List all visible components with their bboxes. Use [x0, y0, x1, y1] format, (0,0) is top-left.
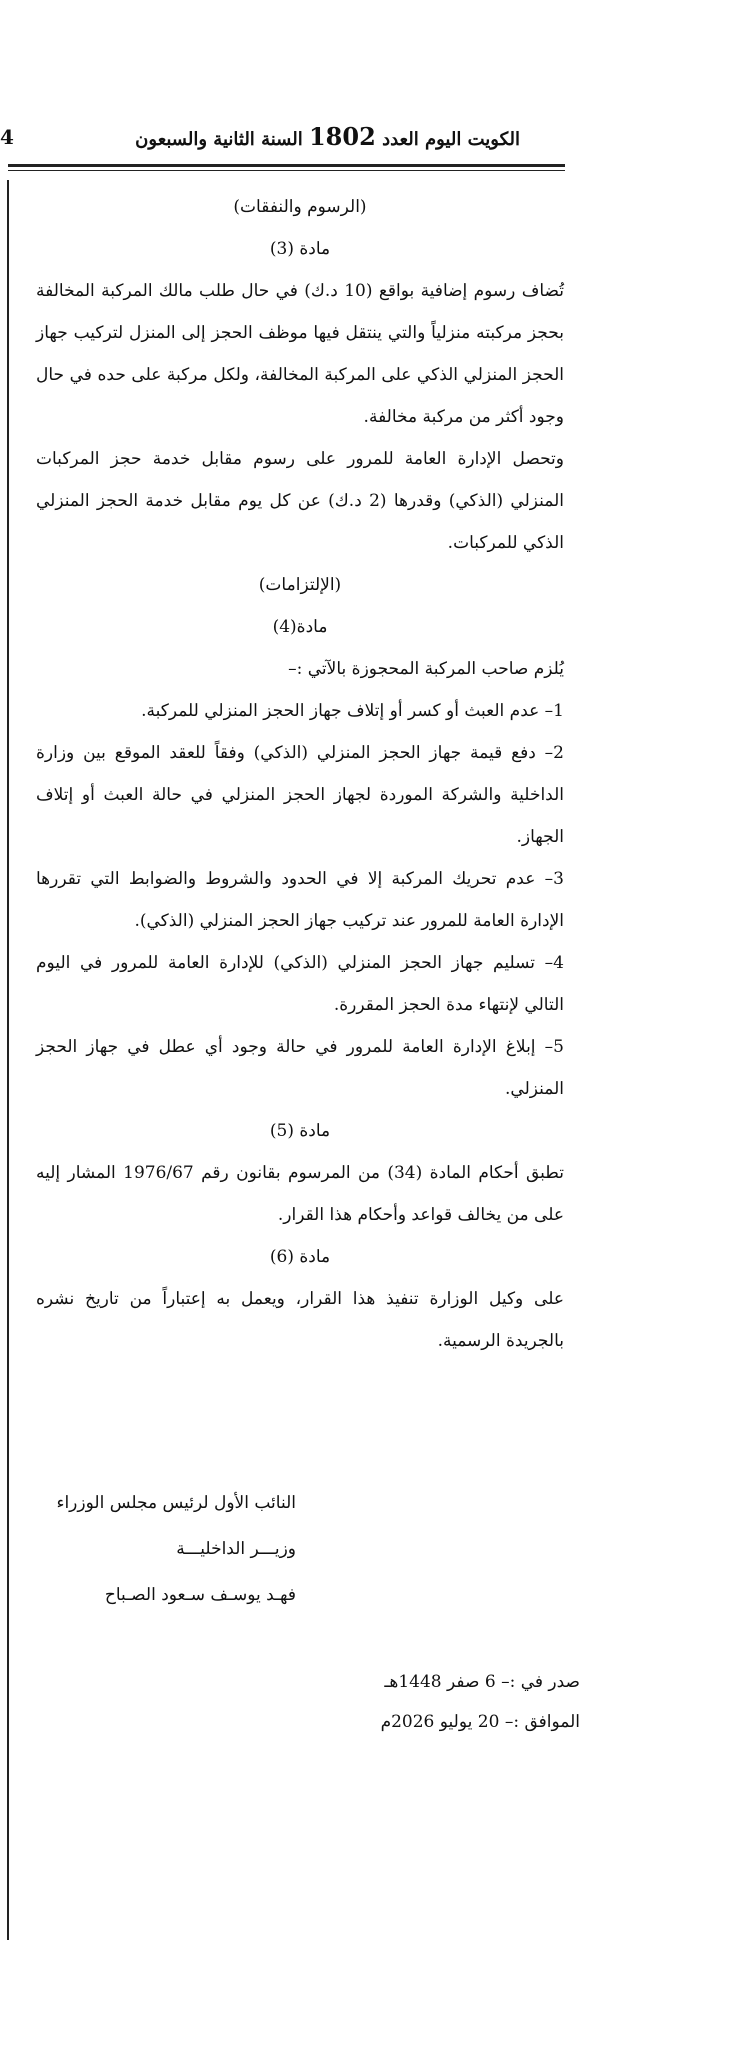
body-paragraph: 2– دفع قيمة جهاز الحجز المنزلي (الذكي) وفقاً للعقد الموقع بين وزارة الداخلية والشركة الموردة لجهاز الحجز المنزلي في حالة العبث أو إتلاف الجهاز. [36, 743, 564, 847]
section-heading: مادة (3) [269, 239, 331, 259]
column-rule [7, 180, 9, 1940]
body-paragraph: 5– إبلاغ الإدارة العامة للمرور في حالة وجود أي عطل في جهاز الحجز المنزلي. [36, 1037, 564, 1099]
section-heading: (الإلتزامات) [258, 575, 342, 595]
body-paragraph: وتحصل الإدارة العامة للمرور على رسوم مقابل خدمة حجز المركبات المنزلي (الذكي) وقدرها (2 د.ك) عن كل يوم مقابل خدمة الحجز المنزلي الذكي للمركبات. [36, 449, 564, 553]
page-number: 4 [0, 125, 14, 149]
section-heading: مادة(4) [272, 617, 328, 637]
body-paragraph: تطبق أحكام المادة (34) من المرسوم بقانون رقم 1976/67 المشار إليه على من يخالف قواعد وأحكام هذا القرار. [36, 1163, 564, 1225]
body-paragraph: على وكيل الوزارة تنفيذ هذا القرار، ويعمل به إعتباراً من تاريخ نشره بالجريدة الرسمية. [36, 1289, 564, 1351]
section-heading: (الرسوم والنفقات) [233, 197, 367, 217]
header-newspaper-title: الكويت اليوم العدد [382, 129, 520, 150]
header-issue-number: 1802 [308, 122, 376, 151]
body-paragraph: 4– تسليم جهاز الحجز المنزلي (الذكي) للإدارة العامة للمرور في اليوم التالي لإنتهاء مدة الحجز المقررة. [36, 953, 564, 1015]
body-paragraph: 3– عدم تحريك المركبة إلا في الحدود والشروط والضوابط التي تقررها الإدارة العامة للمرور عند تركيب جهاز الحجز المنزلي (الذكي). [36, 869, 564, 931]
signatory-ministry: وزيـــر الداخليـــة [176, 1539, 296, 1559]
signatory-name: فهـد يوسـف سـعود الصـباح [104, 1585, 296, 1605]
header-rule-thick [8, 164, 565, 167]
header-year: السنة الثانية والسبعون [135, 129, 303, 150]
hijri-date: صدر في :– 6 صفر 1448هـ [384, 1672, 580, 1692]
body-paragraph: يُلزم صاحب المركبة المحجوزة بالآتي :– [288, 659, 564, 679]
decree-body [36, 186, 564, 1362]
issue-dates [340, 1662, 580, 1742]
gregorian-date: الموافق :– 20 يوليو 2026م [380, 1712, 580, 1732]
body-paragraph: تُضاف رسوم إضافية بواقع (10 د.ك) في حال طلب مالك المركبة المخالفة بحجز مركبته منزلياً والتي ينتقل فيها موظف الحجز إلى المنزل لتركيب جهاز الحجز المنزلي الذكي على المركبة المخالفة، ولكل مركبة على حده في حال وجود أكثر من مركبة مخالفة. [36, 281, 564, 427]
body-paragraph: 1– عدم العبث أو كسر أو إتلاف جهاز الحجز المنزلي للمركبة. [141, 701, 564, 721]
section-heading: مادة (6) [269, 1247, 331, 1267]
running-header [120, 124, 520, 153]
signatory-title: النائب الأول لرئيس مجلس الوزراء [56, 1493, 296, 1513]
header-rule-thin [8, 170, 565, 171]
signature-block [36, 1480, 296, 1618]
section-heading: مادة (5) [269, 1121, 331, 1141]
